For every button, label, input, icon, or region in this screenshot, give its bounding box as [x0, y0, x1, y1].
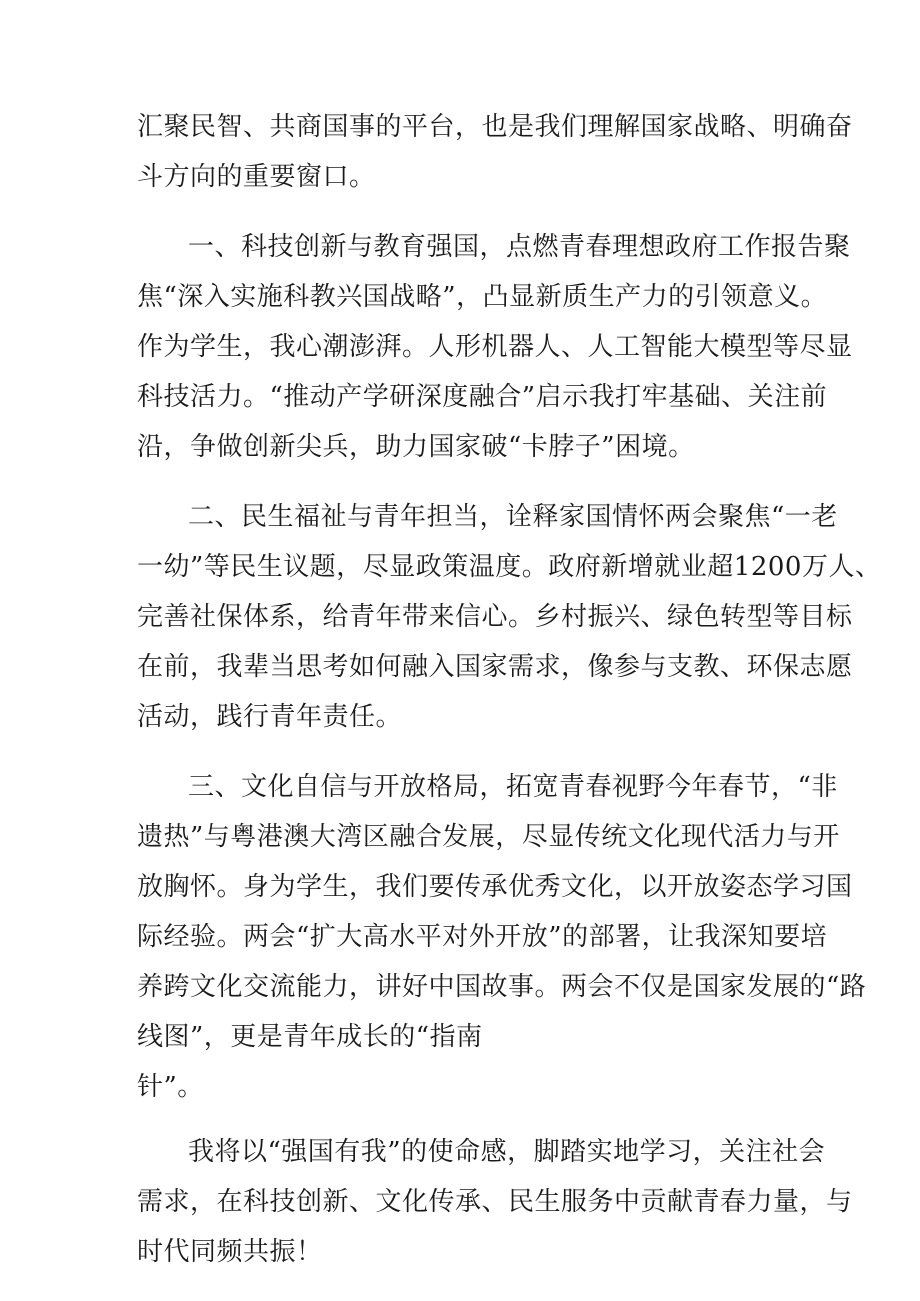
text-line: 作为学生，我心潮澎湃。人形机器人、人工智能大模型等尽显: [137, 332, 853, 362]
text-line: 线图”，更是青年成长的“指南: [137, 1022, 483, 1052]
text-line: 汇聚民智、共商国事的平台，也是我们理解国家战略、明确奋: [137, 112, 853, 142]
text-line: 焦“深入实施科教兴国战略”，凸显新质生产力的引领意义。: [137, 282, 828, 312]
paragraph-start-line: 二、民生福祉与青年担当，诠释家国情怀两会聚焦“一老: [188, 502, 838, 532]
text-line: 活动，践行青年责任。: [137, 702, 403, 732]
text-line: 放胸怀。身为学生，我们要传承优秀文化，以开放姿态学习国: [137, 872, 853, 902]
text-line: 在前，我辈当思考如何融入国家需求，像参与支教、环保志愿: [137, 652, 853, 682]
text-line: 际经验。两会“扩大高水平对外开放”的部署，让我深知要培: [137, 922, 828, 952]
text-line: 科技活力。“推动产学研深度融合”启示我打牢基础、关注前: [137, 382, 828, 412]
text-line: 完善社保体系，给青年带来信心。乡村振兴、绿色转型等目标: [137, 602, 853, 632]
text-line: 时代同频共振！: [137, 1237, 323, 1267]
paragraph-start-line: 我将以“强国有我”的使命感，脚踏实地学习，关注社会: [188, 1137, 826, 1167]
paragraph-start-line: 一、科技创新与教育强国，点燃青春理想政府工作报告聚: [188, 232, 851, 262]
paragraph-start-line: 三、文化自信与开放格局，拓宽青春视野今年春节，“非: [188, 772, 838, 802]
text-line: 遗热”与粤港澳大湾区融合发展，尽显传统文化现代活力与开: [137, 822, 840, 852]
text-line: 需求，在科技创新、文化传承、民生服务中贡献青春力量，与: [137, 1187, 853, 1217]
text-line: 一幼”等民生议题，尽显政策温度。政府新增就业超1200万人、: [137, 552, 882, 582]
text-line: 针”。: [137, 1072, 204, 1102]
text-line: 养跨文化交流能力，讲好中国故事。两会不仅是国家发展的“路: [137, 972, 867, 1002]
text-line: 沿，争做创新尖兵，助力国家破“卡脖子”困境。: [137, 432, 695, 462]
text-line: 斗方向的重要窗口。: [137, 162, 376, 192]
